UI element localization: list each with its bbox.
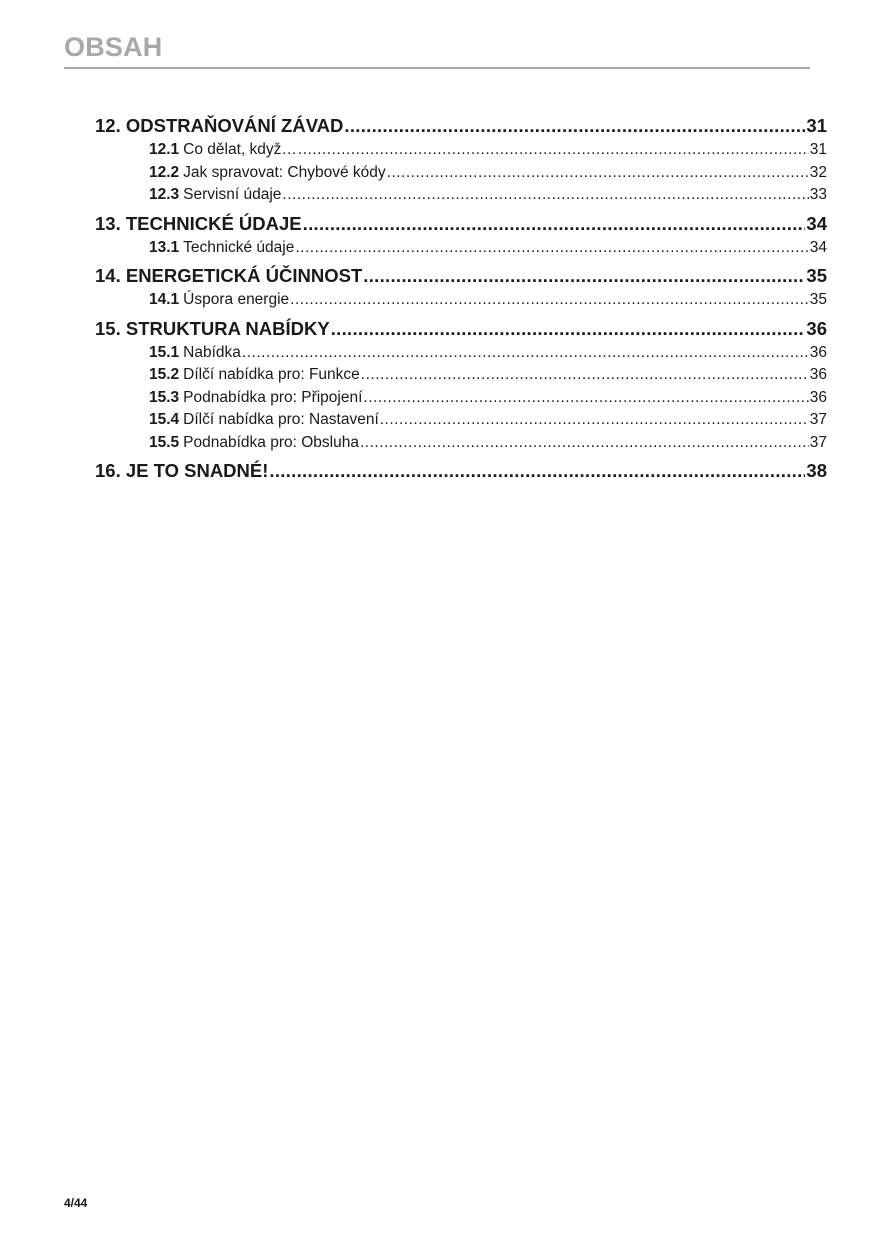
toc-subentry-number: 14.1 <box>149 291 180 308</box>
toc-subentry-number: 15.2 <box>149 366 180 383</box>
toc-subentry-number: 15.5 <box>149 433 180 451</box>
toc-subentry-number: 15.1 <box>149 343 180 361</box>
toc-subentry-page: 36 <box>809 343 827 361</box>
toc-leader-dots <box>363 387 808 410</box>
toc-entry[interactable] <box>95 263 827 289</box>
toc-leader-dots <box>242 342 809 365</box>
toc-subentry-number: 12.2 <box>149 163 180 181</box>
toc-leader-dots <box>380 409 809 432</box>
toc-subentry-label: Servisní údaje <box>183 186 282 203</box>
table-of-contents <box>95 113 827 488</box>
toc-leader-dots <box>363 263 805 289</box>
toc-subentry-page: 35 <box>809 291 827 308</box>
toc-subentry-number: 15.4 <box>149 411 180 428</box>
toc-section-14 <box>95 263 827 312</box>
toc-entry-page: 38 <box>806 460 827 481</box>
toc-subentry-label: Úspora energie <box>183 291 290 308</box>
toc-subentry[interactable] <box>95 409 827 432</box>
toc-leader-dots <box>303 211 806 237</box>
toc-subentry-label: Podnabídka pro: Připojení <box>183 388 363 406</box>
toc-leader-dots <box>360 432 809 455</box>
toc-subentry-page: 32 <box>809 163 827 181</box>
toc-leader-dots <box>361 364 809 387</box>
toc-subentry-label: Jak spravovat: Chybové kódy <box>183 163 386 181</box>
toc-leader-dots <box>295 237 808 260</box>
toc-entry-page: 36 <box>806 317 827 339</box>
toc-subentry-number: 12.1 <box>149 141 180 158</box>
page-title: OBSAH <box>64 32 163 62</box>
toc-entry-label: 13. TECHNICKÉ ÚDAJE <box>95 212 302 234</box>
toc-subentry-page: 33 <box>809 186 827 203</box>
toc-subentry[interactable] <box>95 289 827 312</box>
toc-leader-dots <box>290 289 809 312</box>
toc-entry-page: 34 <box>806 212 827 234</box>
toc-subentry-label: Dílčí nabídka pro: Funkce <box>183 366 360 383</box>
toc-subentry[interactable] <box>95 432 827 455</box>
header-divider <box>64 67 810 69</box>
toc-subentry[interactable] <box>95 387 827 410</box>
toc-entry-label: 14. ENERGETICKÁ ÚČINNOST <box>95 265 363 286</box>
toc-leader-dots <box>282 184 808 207</box>
toc-leader-dots <box>387 162 809 185</box>
toc-subentry-label: Nabídka <box>183 343 241 361</box>
toc-entry-page: 35 <box>806 265 827 286</box>
toc-subentry-number: 13.1 <box>149 238 180 256</box>
toc-entry-page: 31 <box>806 115 827 136</box>
toc-subentry-label: Co dělat, když… <box>183 141 297 158</box>
toc-subentry-page: 36 <box>809 366 827 383</box>
toc-subentry-number: 15.3 <box>149 388 180 406</box>
toc-subentry-number: 12.3 <box>149 186 180 203</box>
toc-subentry[interactable] <box>95 162 827 185</box>
page-header <box>64 30 810 69</box>
toc-entry[interactable] <box>95 316 827 342</box>
toc-section-15 <box>95 316 827 455</box>
toc-subentry-page: 37 <box>809 411 827 428</box>
toc-subentry-page: 34 <box>809 238 827 256</box>
toc-section-13 <box>95 211 827 260</box>
toc-entry-label: 12. ODSTRAŇOVÁNÍ ZÁVAD <box>95 115 344 136</box>
toc-subentry[interactable] <box>95 139 827 162</box>
toc-subentry-label: Podnabídka pro: Obsluha <box>183 433 359 451</box>
toc-subentry[interactable] <box>95 342 827 365</box>
toc-subentry-page: 31 <box>809 141 827 158</box>
toc-subentry[interactable] <box>95 184 827 207</box>
toc-section-12 <box>95 113 827 207</box>
toc-entry-label: 15. STRUKTURA NABÍDKY <box>95 317 330 339</box>
toc-entry[interactable] <box>95 458 827 484</box>
toc-subentry-label: Technické údaje <box>183 238 295 256</box>
toc-subentry-page: 37 <box>809 433 827 451</box>
toc-leader-dots <box>269 458 805 484</box>
toc-entry[interactable] <box>95 113 827 139</box>
toc-section-16 <box>95 458 827 484</box>
toc-leader-dots <box>344 113 805 139</box>
toc-leader-dots <box>298 139 809 162</box>
toc-subentry-page: 36 <box>809 388 827 406</box>
page-number: 4/44 <box>64 1196 88 1210</box>
toc-entry-label: 16. JE TO SNADNÉ! <box>95 460 269 481</box>
toc-entry[interactable] <box>95 211 827 237</box>
toc-subentry-label: Dílčí nabídka pro: Nastavení <box>183 411 379 428</box>
toc-subentry[interactable] <box>95 364 827 387</box>
toc-subentry[interactable] <box>95 237 827 260</box>
toc-leader-dots <box>331 316 806 342</box>
